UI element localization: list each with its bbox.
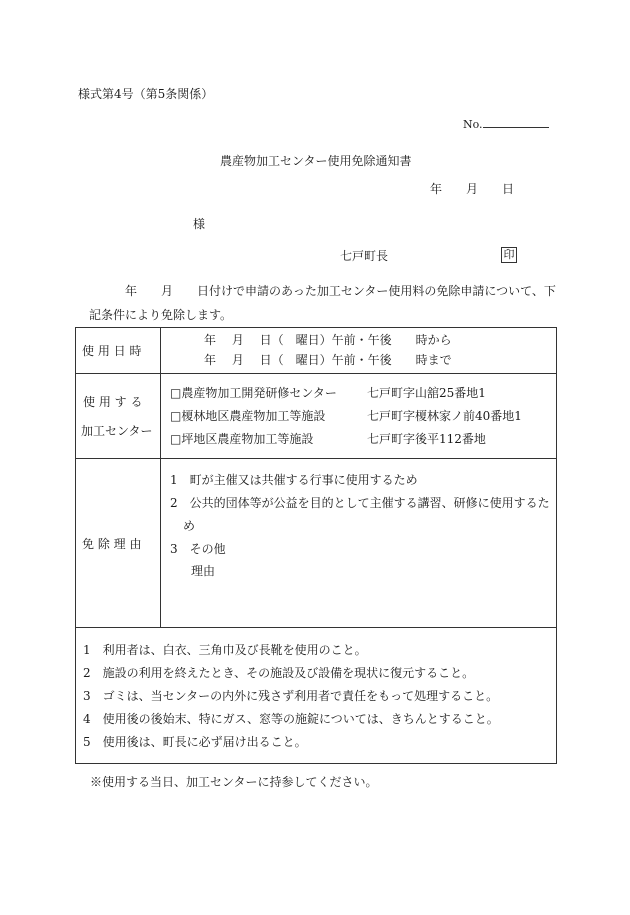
- condition-item: 2 施設の利用を終えたとき、その施設及び設備を現状に復元すること。: [83, 666, 475, 680]
- number-label: No.: [463, 118, 483, 131]
- condition-item: 1 利用者は、白衣、三角巾及び長靴を使用のこと。: [83, 643, 367, 657]
- number-blank: [483, 127, 549, 128]
- condition-item: 4 使用後の後始末、特にガス、窓等の施錠については、きちんとすること。: [83, 712, 499, 726]
- facility-option-address: 七戸町字山舘25番地1: [367, 386, 486, 400]
- facility-option-address: 七戸町字後平112番地: [367, 432, 486, 446]
- reason-item-3: 3 その他: [170, 542, 226, 556]
- form-number: 様式第4号（第5条関係）: [78, 87, 214, 101]
- usage-end-time[interactable]: 年 月 日（ 曜日）午前・午後 時まで: [204, 353, 452, 367]
- page-title: 農産物加工センター使用免除通知書: [220, 154, 412, 168]
- condition-item: 3 ゴミは、当センターの内外に残さず利用者で責任をもって処理すること。: [83, 689, 499, 703]
- facility-label-line-2: 加工センター: [81, 424, 153, 438]
- reason-item-1: 1 町が主催又は共催する行事に使用するため: [170, 473, 418, 487]
- reason-item-2: 2 公共的団体等が公益を目的として主催する講習、研修に使用するた: [170, 496, 550, 510]
- facility-label-line-1: 使 用 す る: [83, 395, 143, 409]
- date-line: 年 月 日: [430, 182, 515, 196]
- addressee-suffix: 様: [193, 217, 206, 231]
- intro-line-2: 記条件により免除します。: [89, 308, 233, 322]
- facility-option-name[interactable]: □榎林地区農産物加工等施設: [170, 409, 326, 423]
- document-number-field[interactable]: [463, 118, 549, 132]
- usage-datetime-label: 使 用 日 時: [82, 344, 142, 358]
- seal-stamp: 印: [501, 247, 517, 263]
- usage-start-time[interactable]: 年 月 日（ 曜日）午前・午後 時から: [204, 333, 452, 347]
- footer-note: ※使用する当日、加工センターに持参してください。: [90, 775, 378, 789]
- facility-option-name[interactable]: □坪地区農産物加工等施設: [170, 432, 314, 446]
- exemption-reason-label: 免 除 理 由: [82, 537, 142, 551]
- issuer-name: 七戸町長: [340, 249, 389, 263]
- condition-item: 5 使用後は、町長に必ず届け出ること。: [83, 735, 307, 749]
- facility-option-name[interactable]: □農産物加工開発研修センター: [170, 386, 337, 400]
- facility-option-address: 七戸町字榎林家ノ前40番地1: [367, 409, 522, 423]
- reason-other-field[interactable]: 理由: [191, 564, 216, 578]
- intro-line-1: 年 月 日付けで申請のあった加工センター使用料の免除申請について、下: [125, 284, 556, 298]
- reason-item-2-continued: め: [183, 519, 196, 533]
